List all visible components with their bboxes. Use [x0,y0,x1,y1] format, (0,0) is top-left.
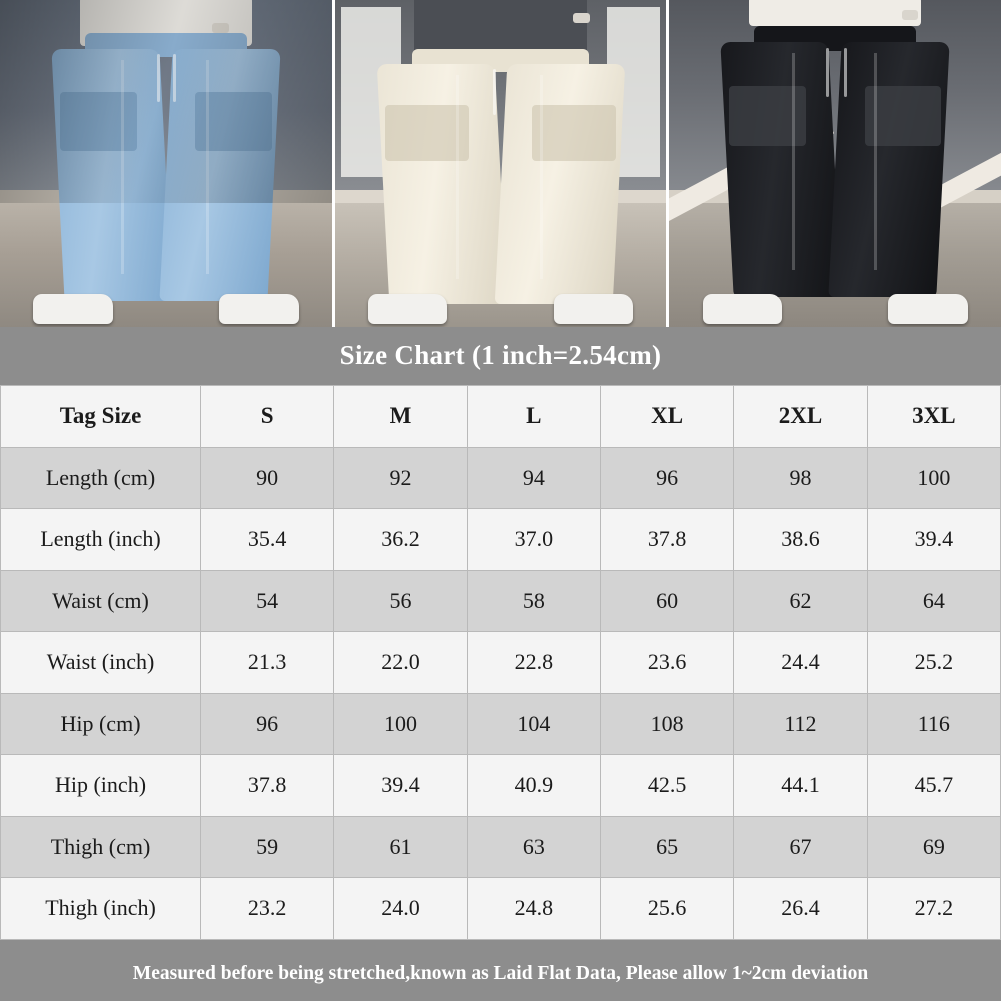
cargo-pocket-right [532,105,615,161]
row-label: Hip (inch) [1,755,201,817]
cell-value: 25.6 [600,878,733,940]
table-header-row [1,386,1001,448]
cell-value: 42.5 [600,755,733,817]
cell-value: 25.2 [867,632,1000,694]
cell-value: 100 [867,447,1000,509]
cell-value: 64 [867,570,1000,632]
header-size-l: L [467,386,600,448]
product-photo-cream [335,0,667,327]
cell-value: 37.8 [201,755,334,817]
size-chart-footnote: Measured before being stretched,known as Laid Flat Data, Please allow 1~2cm deviation [132,963,869,984]
pants-cream [378,49,623,304]
cell-value: 104 [467,693,600,755]
cell-value: 69 [867,816,1000,878]
table-row [1,632,1001,694]
size-chart-section [0,327,1001,1001]
table-row [1,570,1001,632]
product-photo-black [669,0,1001,327]
cell-value: 60 [600,570,733,632]
fabric-fold [540,75,543,279]
cell-value: 44.1 [734,755,867,817]
table-row [1,693,1001,755]
model-watch [902,10,919,20]
cell-value: 22.0 [334,632,467,694]
cell-value: 23.2 [201,878,334,940]
cell-value: 96 [600,447,733,509]
model-watch [573,13,590,23]
cell-value: 67 [734,816,867,878]
table-row [1,509,1001,571]
drawstring [844,48,847,97]
pants-leg-left [720,42,842,297]
header-size-2xl: 2XL [734,386,867,448]
fabric-fold [792,53,795,270]
cell-value: 36.2 [334,509,467,571]
pants-black [722,26,948,297]
cell-value: 39.4 [334,755,467,817]
model-shoe-right [888,294,968,323]
cell-value: 56 [334,570,467,632]
header-size-m: M [334,386,467,448]
drawstring [826,48,829,97]
cell-value: 37.0 [467,509,600,571]
cell-value: 24.0 [334,878,467,940]
cell-value: 38.6 [734,509,867,571]
cell-value: 24.4 [734,632,867,694]
model-shoe-right [554,294,634,323]
cell-value: 37.8 [600,509,733,571]
cell-value: 22.8 [467,632,600,694]
table-row [1,878,1001,940]
header-size-xl: XL [600,386,733,448]
fabric-fold [874,53,877,270]
row-label: Waist (inch) [1,632,201,694]
cell-value: 35.4 [201,509,334,571]
cell-value: 58 [467,570,600,632]
product-photo-blue [0,0,332,327]
model-shoe-right [219,294,299,323]
cell-value: 23.6 [600,632,733,694]
model-shoe-left [703,294,783,323]
cell-value: 39.4 [867,509,1000,571]
cell-value: 96 [201,693,334,755]
model-shoe-left [33,294,113,323]
product-photo-strip [0,0,1001,327]
cell-value: 108 [600,693,733,755]
row-label: Thigh (cm) [1,816,201,878]
cell-value: 63 [467,816,600,878]
header-size-3xl: 3XL [867,386,1000,448]
photo-shadow-overlay [0,0,332,203]
cell-value: 92 [334,447,467,509]
cell-value: 65 [600,816,733,878]
model-top [749,0,921,26]
header-tag-size: Tag Size [1,386,201,448]
cell-value: 90 [201,447,334,509]
row-label: Waist (cm) [1,570,201,632]
cell-value: 27.2 [867,878,1000,940]
table-row [1,755,1001,817]
cell-value: 62 [734,570,867,632]
pants-leg-right [494,64,624,304]
pants-leg-left [376,64,506,304]
cell-value: 100 [334,693,467,755]
cell-value: 24.8 [467,878,600,940]
cell-value: 112 [734,693,867,755]
cell-value: 61 [334,816,467,878]
size-chart-table [0,385,1001,940]
row-label: Length (cm) [1,447,201,509]
fabric-fold [456,75,459,279]
cell-value: 26.4 [734,878,867,940]
row-label: Length (inch) [1,509,201,571]
table-row [1,447,1001,509]
table-row [1,816,1001,878]
cell-value: 40.9 [467,755,600,817]
header-size-s: S [201,386,334,448]
drawstring [493,69,496,115]
cell-value: 59 [201,816,334,878]
cell-value: 94 [467,447,600,509]
cell-value: 116 [867,693,1000,755]
row-label: Hip (cm) [1,693,201,755]
row-label: Thigh (inch) [1,878,201,940]
cell-value: 21.3 [201,632,334,694]
model-shoe-left [368,294,448,323]
cell-value: 45.7 [867,755,1000,817]
cell-value: 98 [734,447,867,509]
cell-value: 54 [201,570,334,632]
size-chart-title: Size Chart (1 inch=2.54cm) [339,340,662,370]
